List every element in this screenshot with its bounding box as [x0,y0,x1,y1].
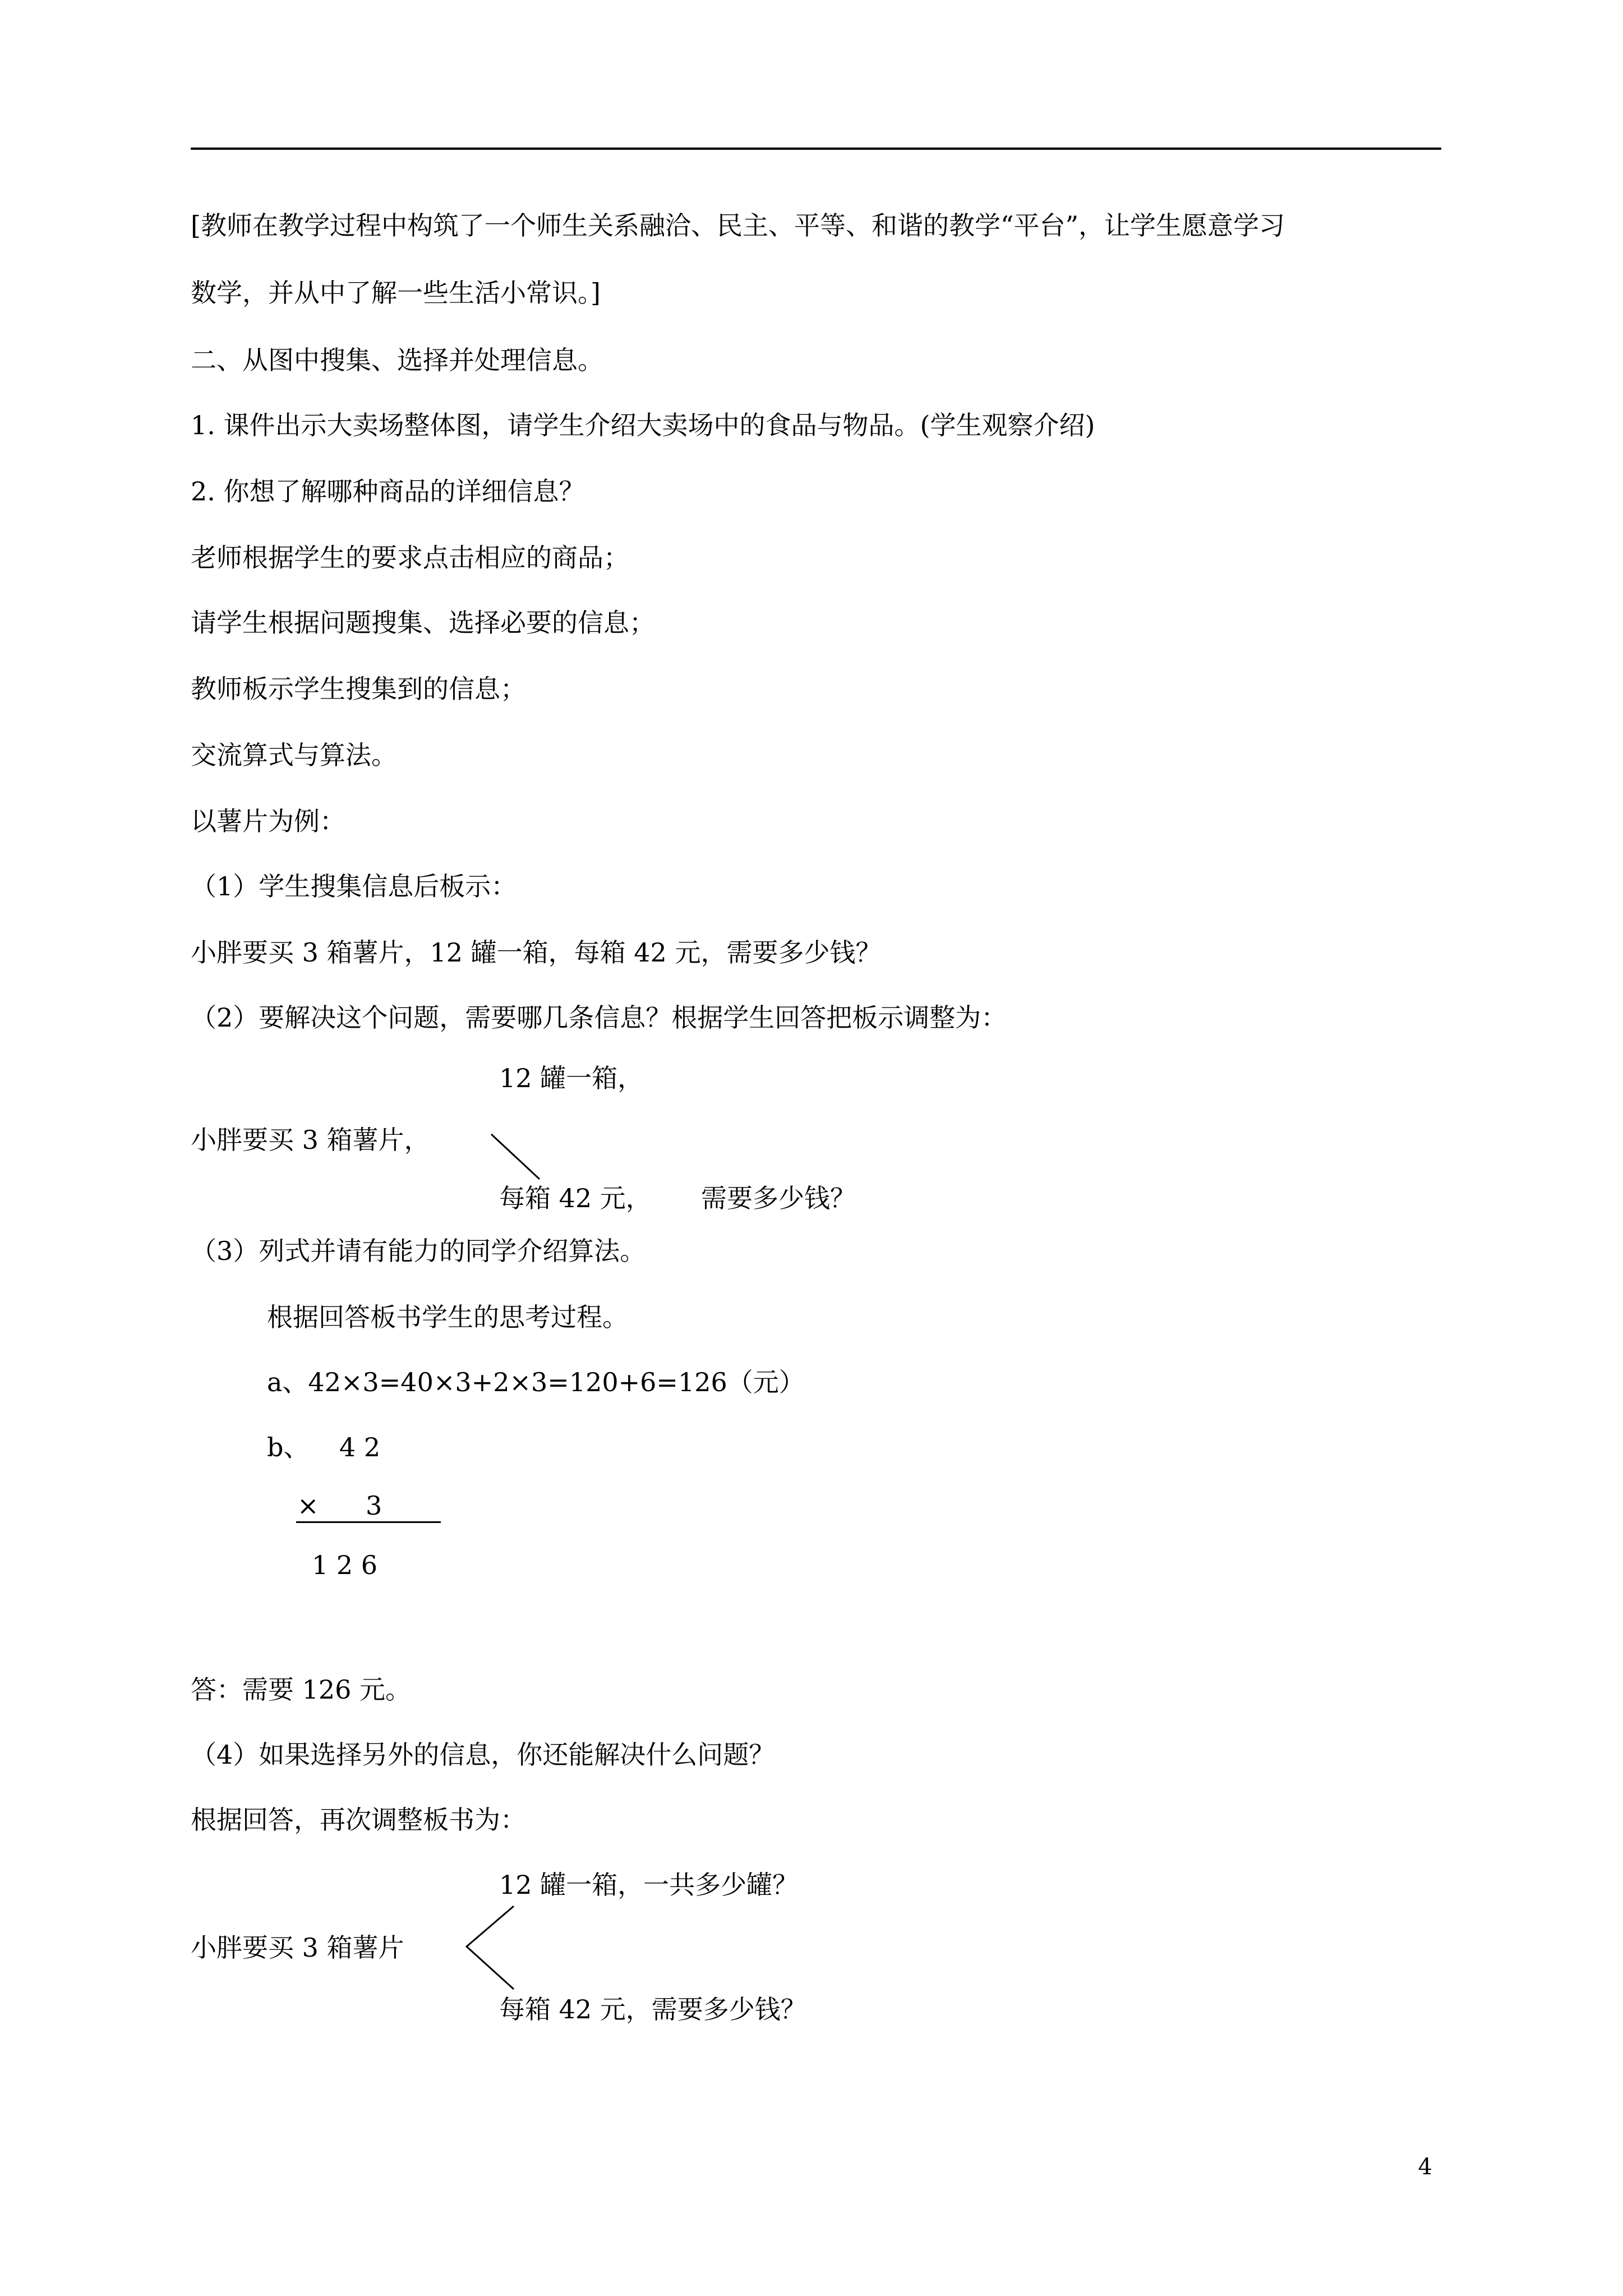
step-2-title: （2）要解决这个问题，需要哪几条信息？根据学生回答把板示调整为： [191,1002,1007,1033]
page-number: 4 [1418,2154,1432,2180]
multiplication-operator: × [297,1490,319,1521]
paragraph-7: 请学生根据问题搜集、选择必要的信息； [191,608,655,638]
step-4-intro: 根据回答，再次调整板书为： [191,1805,526,1835]
paragraph-8: 教师板示学生搜集到的信息； [191,674,526,704]
paragraph-9: 交流算式与算法。 [191,740,397,770]
paragraph-2: 数学，并从中了解一些生活小常识。] [191,278,601,308]
diagram2-left-text: 小胖要买 3 箱薯片 [191,1932,404,1963]
diagram2-top-text: 12 罐一箱，一共多少罐？ [499,1870,799,1900]
diagram1-left-text: 小胖要买 3 箱薯片， [191,1125,430,1155]
paragraph-5: 2. 你想了解哪种商品的详细信息？ [191,476,585,507]
answer-line: 答：需要 126 元。 [191,1674,412,1705]
multiplication-second-operand: 3 [366,1490,382,1521]
step-4-title: （4）如果选择另外的信息，你还能解决什么问题？ [191,1740,775,1770]
multiplication-top-operand: 4 2 [339,1432,381,1462]
multiplication-result: 1 2 6 [312,1550,378,1580]
step-3-intro: 根据回答板书学生的思考过程。 [267,1302,628,1332]
step-3-title: （3）列式并请有能力的同学介绍算法。 [191,1236,646,1266]
paragraph-6: 老师根据学生的要求点击相应的商品； [191,542,629,573]
method-b-label: b、 [267,1432,310,1462]
paragraph-4: 1. 课件出示大卖场整体图，请学生介绍大卖场中的食品与物品。(学生观察介绍) [191,410,1095,440]
diagram1-bottom-text: 每箱 42 元， [499,1183,652,1213]
paragraph-1: [教师在教学过程中构筑了一个师生关系融洽、民主、平等、和谐的教学“平台”，让学生愿意学习 [191,210,1285,241]
method-a: a、42×3=40×3+2×3=120+6=126（元） [267,1367,805,1397]
diagram1-question-text: 需要多少钱？ [701,1183,856,1213]
diagram1-top-text: 12 罐一箱， [499,1063,644,1093]
problem-statement: 小胖要买 3 箱薯片，12 罐一箱，每箱 42 元，需要多少钱？ [191,937,882,968]
paragraph-10: 以薯片为例： [191,806,345,836]
diagram2-bottom-text: 每箱 42 元，需要多少钱？ [499,1994,806,2024]
section-heading-2: 二、从图中搜集、选择并处理信息。 [191,345,603,375]
step-1-title: （1）学生搜集信息后板示： [191,871,517,901]
